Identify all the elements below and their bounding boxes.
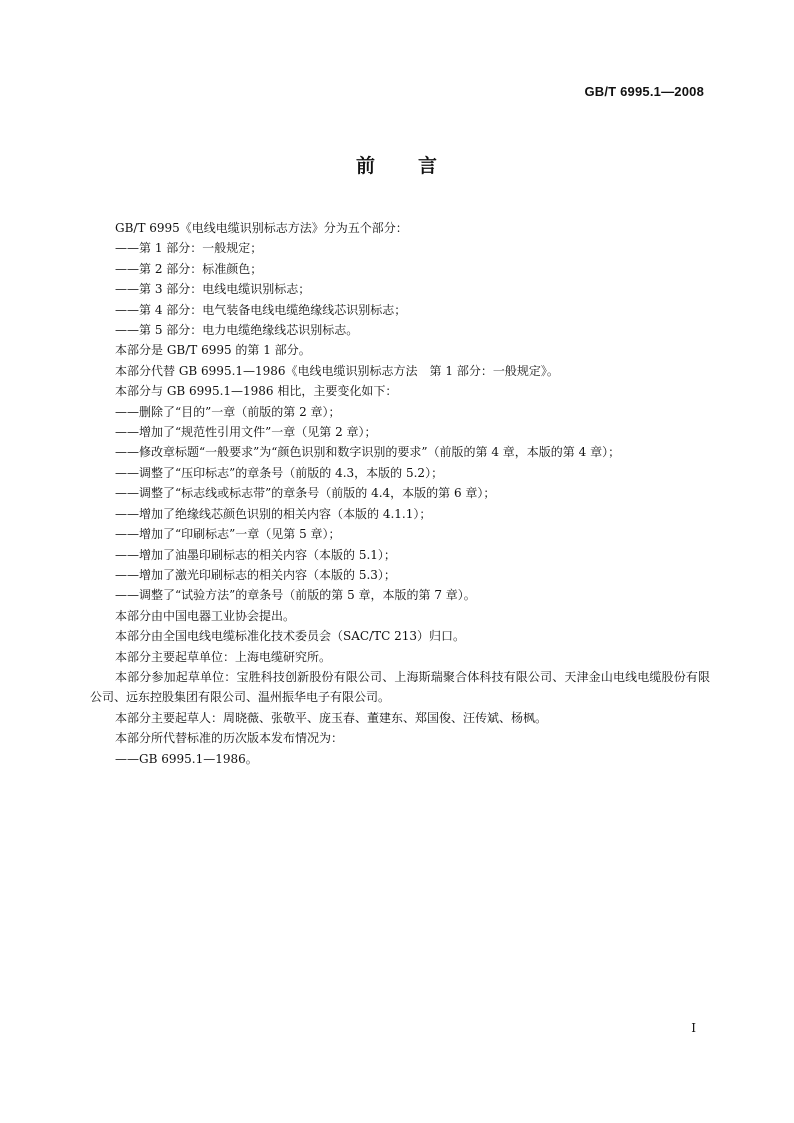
list-item-change: ——增加了“印刷标志”一章（见第 5 章）； [115,527,341,542]
list-item-change: ——增加了激光印刷标志的相关内容（本版的 5.3）； [115,567,396,582]
list-item-part-1: ——第 1 部分：一般规定； [115,241,263,256]
paragraph-main-drafter: 本部分主要起草单位：上海电缆研究所。 [115,649,332,664]
paragraph-part-statement: 本部分是 GB/T 6995 的第 1 部分。 [115,343,311,358]
paragraph-history-intro: 本部分所代替标准的历次版本发布情况为： [115,731,344,746]
paragraph-changes-intro: 本部分与 GB 6995.1—1986 相比，主要变化如下： [115,384,398,399]
foreword-body [90,218,710,769]
page-title-char-2: 言 [418,155,439,177]
list-item-part-2: ——第 2 部分：标准颜色； [115,261,263,276]
page-title [0,151,794,178]
paragraph-drafters: 本部分主要起草人：周晓薇、张敬平、庞玉春、董建东、郑国俊、汪传斌、杨枫。 [115,710,548,725]
paragraph-participating-drafters: 本部分参加起草单位：宝胜科技创新股份有限公司、上海斯瑞聚合体科技有限公司、天津金山电线电缆股份有限公司、远东控股集团有限公司、温州振华电子有限公司。 [90,669,710,705]
paragraph-centralized-by: 本部分由全国电线电缆标准化技术委员会（SAC/TC 213）归口。 [115,629,466,644]
list-item-change: ——调整了“标志线或标志带”的章条号（前版的 4.4，本版的第 6 章）； [115,486,496,501]
page-title-char-1: 前 [355,155,376,177]
list-item-change: ——增加了油墨印刷标志的相关内容（本版的 5.1）； [115,547,396,562]
list-item-part-4: ——第 4 部分：电气装备电线电缆绝缘线芯识别标志； [115,302,407,317]
list-item-history: ——GB 6995.1—1986。 [115,751,258,766]
list-item-part-3: ——第 3 部分：电线电缆识别标志； [115,282,311,297]
list-item-change: ——删除了“目的”一章（前版的第 2 章）； [115,404,341,419]
list-item-part-5: ——第 5 部分：电力电缆绝缘线芯识别标志。 [115,323,359,338]
paragraph-intro: GB/T 6995《电线电缆识别标志方法》分为五个部分： [115,221,408,235]
page-number: I [691,1021,696,1035]
standard-number: GB/T 6995.1—2008 [584,84,704,99]
list-item-change: ——调整了“压印标志”的章条号（前版的 4.3，本版的 5.2）； [115,465,444,480]
list-item-change: ——修改章标题“一般要求”为“颜色识别和数字识别的要求”（前版的第 4 章，本版的第 4 章）； [115,445,621,460]
list-item-change: ——增加了绝缘线芯颜色识别的相关内容（本版的 4.1.1）； [115,506,432,521]
list-item-change: ——调整了“试验方法”的章条号（前版的第 5 章，本版的第 7 章）。 [115,588,476,603]
paragraph-replaces: 本部分代替 GB 6995.1—1986《电线电缆识别标志方法 第 1 部分：一般规定》。 [115,363,559,378]
list-item-change: ——增加了“规范性引用文件”一章（见第 2 章）； [115,425,377,440]
paragraph-proposed-by: 本部分由中国电器工业协会提出。 [115,608,296,623]
